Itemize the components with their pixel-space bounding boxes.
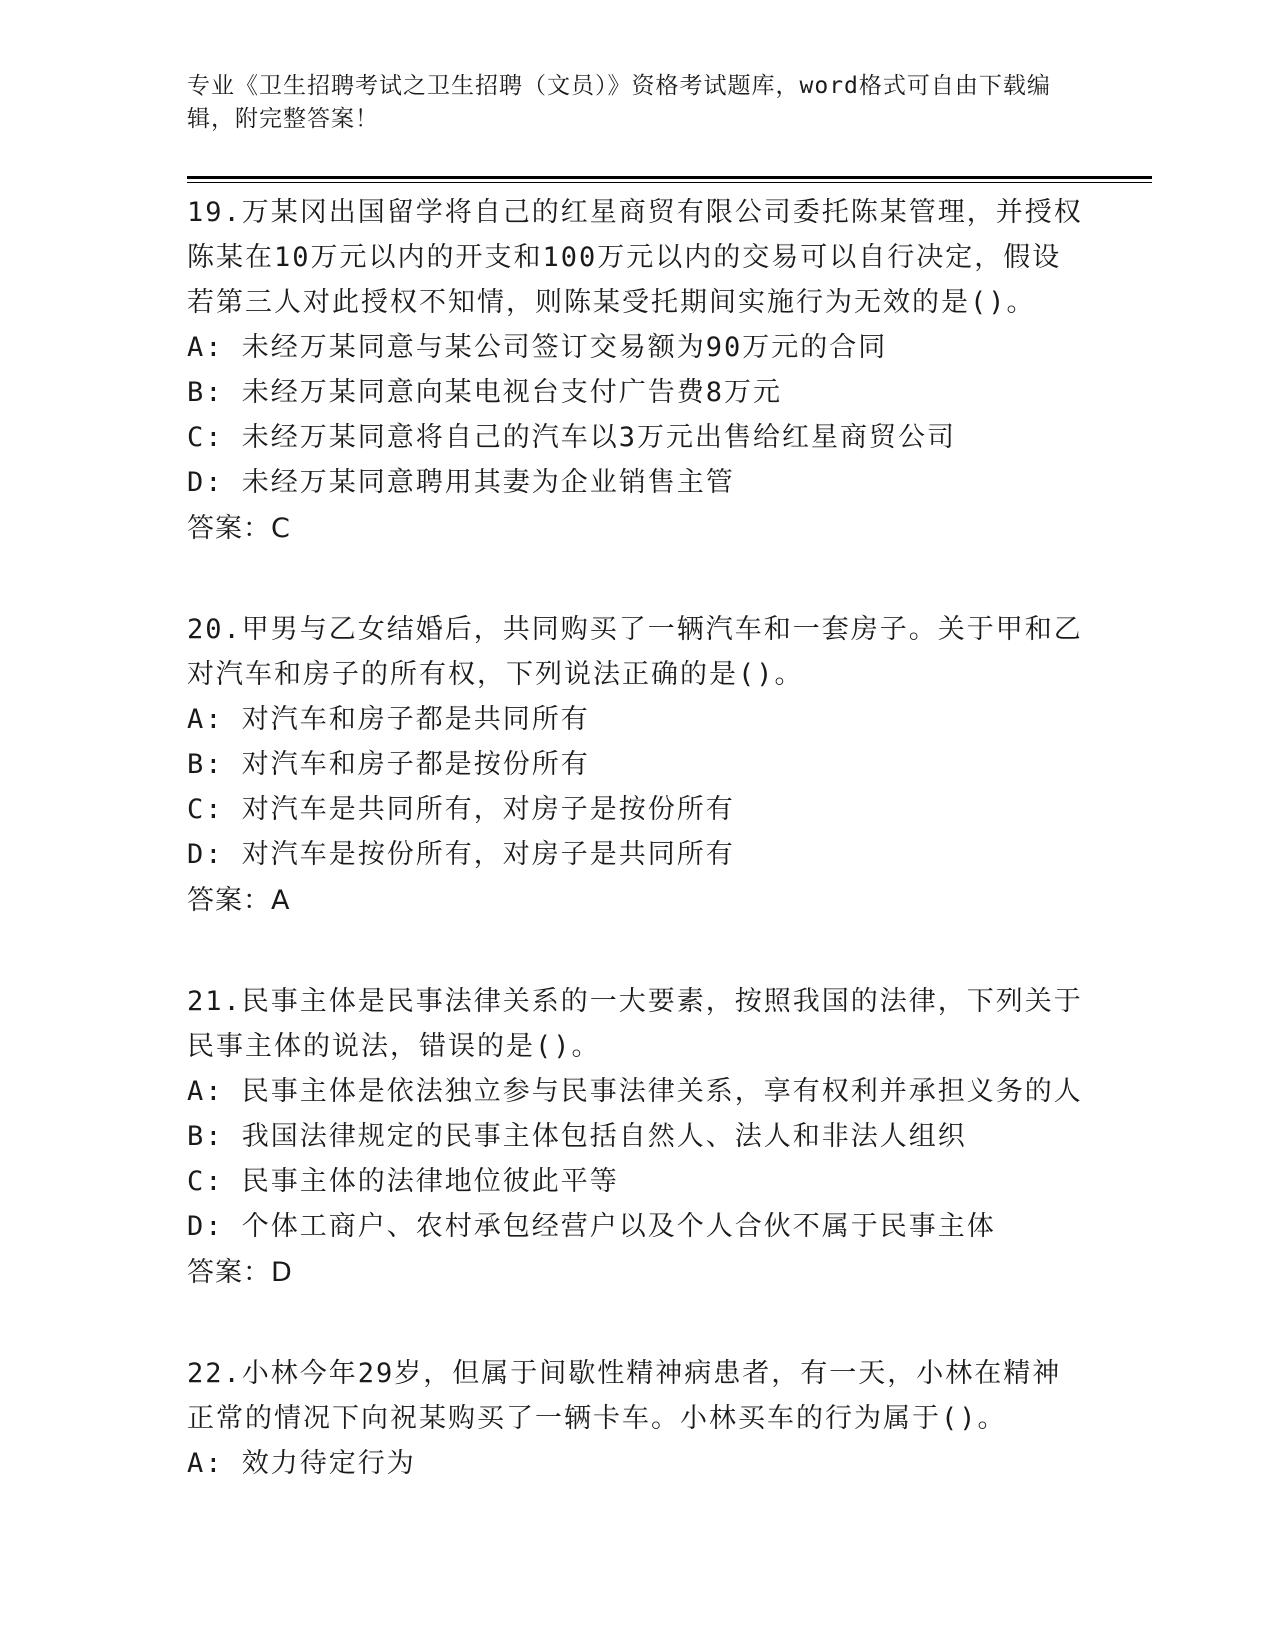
option-c: C: 对汽车是共同所有，对房子是按份所有	[187, 794, 735, 825]
option-a: A: 效力待定行为	[187, 1448, 416, 1479]
option-a: A: 对汽车和房子都是共同所有	[187, 704, 590, 735]
question-22	[187, 1351, 1087, 1486]
header-divider-thick	[187, 176, 1152, 179]
answer-label: 答案：A	[187, 885, 291, 916]
option-a: A: 民事主体是依法独立参与民事法律关系，享有权利并承担义务的人	[187, 1076, 1083, 1107]
question-21	[187, 979, 1087, 1297]
option-b: B: 我国法律规定的民事主体包括自然人、法人和非法人组织	[187, 1121, 967, 1152]
answer-label: 答案：D	[187, 1257, 293, 1288]
document-header: 专业《卫生招聘考试之卫生招聘（文员）》资格考试题库，word格式可自由下载编辑，附完整答案！	[187, 73, 1051, 132]
option-c: C: 未经万某同意将自己的汽车以3万元出售给红星商贸公司	[187, 422, 957, 453]
header-divider-thin	[187, 182, 1152, 183]
option-a: A: 未经万某同意与某公司签订交易额为90万元的合同	[187, 332, 888, 363]
question-stem: 21.民事主体是民事法律关系的一大要素，按照我国的法律，下列关于民事主体的说法，错误的是()。	[187, 986, 1083, 1062]
option-c: C: 民事主体的法律地位彼此平等	[187, 1166, 619, 1197]
answer-label: 答案：C	[187, 513, 291, 544]
option-b: B: 对汽车和房子都是按份所有	[187, 749, 590, 780]
question-list	[187, 190, 1087, 1540]
question-20	[187, 607, 1087, 925]
option-d: D: 未经万某同意聘用其妻为企业销售主管	[187, 467, 735, 498]
option-d: D: 个体工商户、农村承包经营户以及个人合伙不属于民事主体	[187, 1211, 996, 1242]
question-19	[187, 190, 1087, 553]
question-stem: 22.小林今年29岁，但属于间歇性精神病患者，有一天，小林在精神正常的情况下向祝某购买了一辆卡车。小林买车的行为属于()。	[187, 1358, 1062, 1434]
question-stem: 19.万某冈出国留学将自己的红星商贸有限公司委托陈某管理，并授权陈某在10万元以内的开支和100万元以内的交易可以自行决定，假设若第三人对此授权不知情，则陈某受托期间实施行为无效的是()。	[187, 197, 1083, 318]
option-b: B: 未经万某同意向某电视台支付广告费8万元	[187, 377, 783, 408]
question-stem: 20.甲男与乙女结婚后，共同购买了一辆汽车和一套房子。关于甲和乙对汽车和房子的所有权，下列说法正确的是()。	[187, 614, 1083, 690]
option-d: D: 对汽车是按份所有，对房子是共同所有	[187, 839, 735, 870]
